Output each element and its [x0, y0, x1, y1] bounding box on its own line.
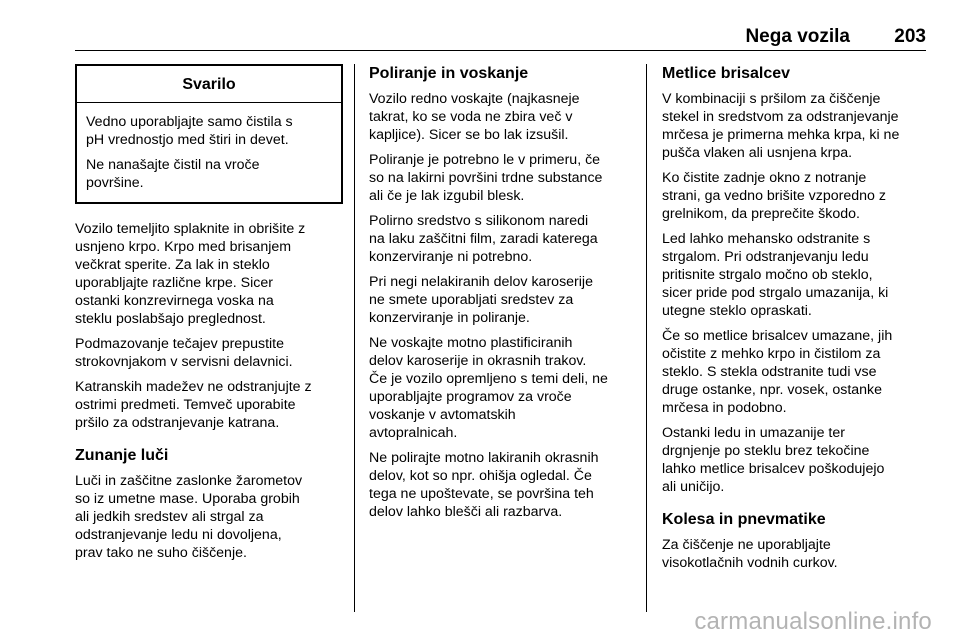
page-header [75, 22, 926, 51]
paragraph-ice-residue: Ostanki ledu in umazanije ter drgnjenje po steklu brez tekočine lahko metlice brisalcev poškodujejo ali uničijo. [662, 425, 885, 495]
heading-polishing-waxing: Poliranje in voskanje [369, 65, 529, 82]
section-title: Nega vozila [745, 26, 850, 47]
heading-exterior-lights: Zunanje luči [75, 447, 169, 464]
paragraph-cloth: V kombinaciji s pršilom za čiščenje stekel in sredstvom za odstranjevanje mrčesa je primerna mehka krpa, ki ne pušča vlaken ali usnjena krpa. [662, 91, 900, 161]
heading-wheels-tyres: Kolesa in pnevmatike [662, 511, 826, 528]
paragraph-tar: Katranskih madežev ne odstranjujte z ostrimi predmeti. Temveč uporabite pršilo za odstranjevanje katrana. [75, 379, 312, 431]
paragraph-wax-regularly: Vozilo redno voskajte (najkasneje takrat, ko se voda ne zbira več v kapljice). Sicer se bo lak izsušil. [369, 91, 580, 143]
column-3 [662, 64, 932, 579]
column-divider-2 [646, 64, 647, 612]
warning-text-1: Vedno uporabljajte samo čistila s pH vrednostjo med štiri in devet. [86, 114, 293, 148]
paragraph-rinse: Vozilo temeljito splaknite in obrišite z usnjeno krpo. Krpo med brisanjem večkrat sperite. Za lak in steklo uporabljajte različne krpe. Sicer ostanki konzrevirnega voska na steklu poslabšajo preglednost. [75, 221, 306, 327]
paragraph-polishing-needed: Poliranje je potrebno le v primeru, če so na lakirni površini trdne substance ali če je lak izgubil blesk. [369, 152, 603, 204]
paragraph-lights: Luči in zaščitne zaslonke žarometov so iz umetne mase. Uporaba grobih ali jedkih sredstev ali strgal za odstranjevanje ledu ni dovoljena, prav tako ne suho čiščenje. [75, 473, 303, 561]
paragraph-dirty-wipers: Če so metlice brisalcev umazane, jih očistite z mehko krpo in čistilom za steklo. S stekla odstranite tudi vse druge ostanke, npr. vosek, ostanke mrčesa in podobno. [662, 328, 893, 416]
column-2 [369, 64, 635, 528]
page-number: 203 [894, 26, 926, 47]
warning-body [77, 103, 341, 202]
paragraph-hinges: Podmazovanje tečajev prepustite strokovnjakom v servisni delavnici. [75, 336, 293, 370]
paragraph-matte-plastic: Ne voskajte motno plastificiranih delov karoserije in okrasnih trakov. Če je vozilo opremljeno s temi deli, ne uporabljajte programov za vroče voskanje v avtomatskih avtopralnicah. [369, 335, 608, 441]
warning-text-2: Ne nanašajte čistil na vroče površine. [86, 157, 260, 191]
warning-box [75, 64, 343, 204]
warning-title: Svarilo [77, 66, 341, 103]
paragraph-rear-window: Ko čistite zadnje okno z notranje strani, ga vedno brišite vzporedno z grelnikom, da preprečite škodo. [662, 170, 886, 222]
paragraph-unpainted: Pri negi nelakiranih delov karoserije ne smete uporabljati sredstev za konzerviranje in poliranje. [369, 274, 593, 326]
paragraph-pressure-washer: Za čiščenje ne uporabljajte visokotlačnih vodnih curkov. [662, 537, 838, 571]
column-1 [75, 64, 343, 569]
paragraph-matte-paint: Ne polirajte motno lakiranih okrasnih delov, kot so npr. ohišja ogledal. Če tega ne upoštevate, se površina teh delov lahko blešči ali razbarva. [369, 450, 599, 520]
watermark: carmanualsonline.info [694, 608, 932, 635]
column-divider-1 [354, 64, 355, 612]
heading-wiper-blades: Metlice brisalcev [662, 65, 791, 82]
paragraph-ice-scraper: Led lahko mehansko odstranite s strgalom. Pri odstranjevanju ledu pritisnite strgalo močno ob steklo, sicer pride pod strgalo umazanija, ki utegne steklo opraskati. [662, 231, 889, 319]
paragraph-silicone: Polirno sredstvo s silikonom naredi na laku zaščitni film, zaradi katerega konzerviranje ni potrebno. [369, 213, 598, 265]
